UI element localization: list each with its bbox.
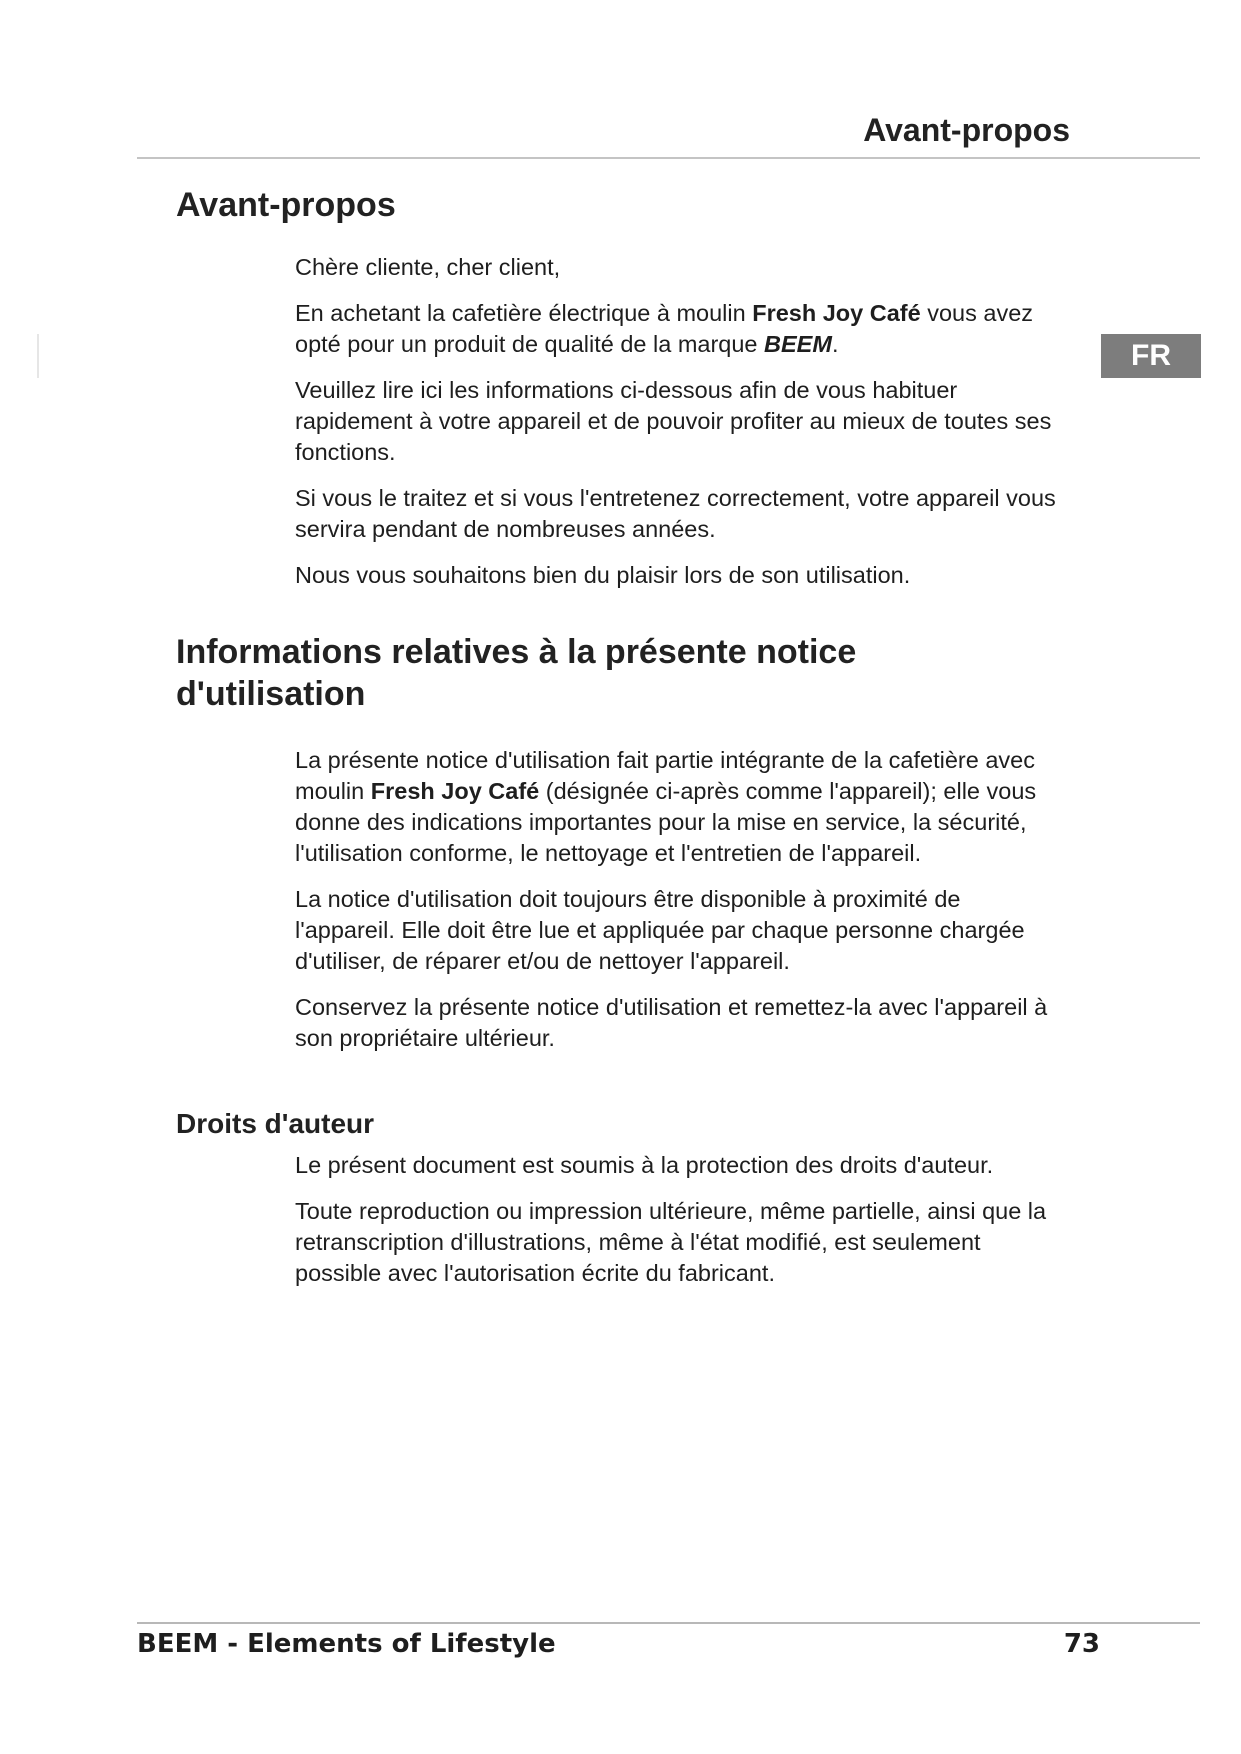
text-run: (désignée ci-après comme l'appareil); elle vous donne des indications importantes pour la mise en service, la sécurité, l'utilisation conforme, le nettoyage et l'entretien de l'appareil.: [295, 778, 1037, 866]
brand-name: BEEM: [764, 331, 832, 357]
text-run: vous avez opté pour un produit de qualité de la marque: [295, 300, 1034, 357]
foreword-heading: Avant-propos: [176, 186, 396, 224]
main-content: [176, 184, 1076, 1289]
text-run: La présente notice d'utilisation fait partie intégrante de la cafetière avec moulin: [295, 747, 1035, 804]
product-name: Fresh Joy Café: [752, 300, 921, 326]
foreword-body: [295, 252, 1065, 591]
enjoy-paragraph: Nous vous souhaitons bien du plaisir lors de son utilisation.: [295, 562, 911, 588]
manual-info-body: [295, 745, 1065, 1054]
heading-line: d'utilisation: [176, 675, 366, 713]
copyright-body: [295, 1150, 1065, 1289]
copyright-heading: Droits d'auteur: [176, 1108, 375, 1139]
copyright-paragraph: Le présent document est soumis à la protection des droits d'auteur.: [295, 1152, 994, 1178]
footer-divider: [137, 1622, 1200, 1624]
footer-brand: BEEM - Elements of Lifestyle: [137, 1629, 556, 1659]
heading-line: Informations relatives à la présente notice: [176, 633, 857, 671]
greeting-paragraph: Chère cliente, cher client,: [295, 254, 561, 280]
availability-paragraph: La notice d'utilisation doit toujours être disponible à proximité de l'appareil. Elle doit être lue et appliquée par chaque personne chargée d'utiliser, de réparer et/ou de nettoyer l'appareil.: [295, 886, 1025, 974]
product-name: Fresh Joy Café: [370, 778, 540, 804]
read-info-paragraph: Veuillez lire ici les informations ci-dessous afin de vous habituer rapidement à votre appareil et de pouvoir profiter au mieux de toutes ses fonctions.: [295, 377, 1052, 465]
purchase-paragraph: [295, 298, 1065, 360]
reproduction-paragraph: Toute reproduction ou impression ultérieure, même partielle, ainsi que la retranscription d'illustrations, même à l'état modifié, est seulement possible avec l'autorisation écrite du fabricant.: [295, 1198, 1047, 1286]
margin-mark: [37, 334, 39, 378]
manual-part-paragraph: [295, 745, 1065, 869]
page-number: 73: [1063, 1629, 1100, 1659]
text-run: .: [831, 331, 839, 357]
text-run: En achetant la cafetière électrique à moulin: [295, 300, 753, 326]
page-header-title: Avant-propos: [863, 112, 1070, 148]
language-tab: FR: [1101, 334, 1201, 378]
keep-manual-paragraph: Conservez la présente notice d'utilisation et remettez-la avec l'appareil à son propriétaire ultérieur.: [295, 994, 1048, 1051]
care-paragraph: Si vous le traitez et si vous l'entretenez correctement, votre appareil vous servira pendant de nombreuses années.: [295, 485, 1056, 542]
header-divider: [137, 157, 1200, 159]
manual-info-heading: [176, 631, 1076, 715]
